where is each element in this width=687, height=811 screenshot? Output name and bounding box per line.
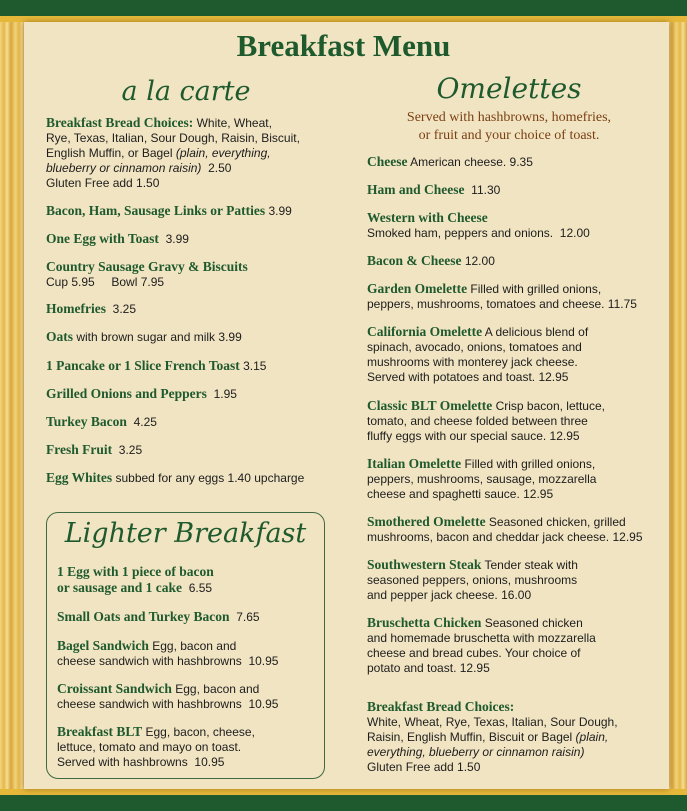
menu-item-turkey-bacon	[46, 414, 157, 430]
item-price: 3.99	[268, 204, 292, 218]
item-desc-italic: everything, blueberry or cinnamon raisin)	[367, 745, 585, 759]
item-desc: White, Wheat, Rye, Texas, Italian, Sour Dough,	[367, 715, 618, 729]
lighter-item-egg-bacon	[57, 564, 214, 596]
item-desc: and homemade bruschetta with mozzarella	[367, 631, 596, 645]
item-price: 12.00	[461, 254, 495, 268]
menu-item-homefries	[46, 301, 136, 317]
item-price: 3.25	[112, 302, 137, 316]
item-price: 4.25	[133, 415, 157, 429]
item-name: Breakfast Bread Choices:	[367, 699, 515, 714]
item-desc: peppers, mushrooms, tomatoes and cheese. 11.75	[367, 297, 637, 311]
item-name: Egg Whites	[46, 470, 113, 485]
bottom-border	[0, 789, 687, 811]
item-desc: Filled with grilled onions,	[467, 282, 602, 296]
menu-item-pancake	[46, 358, 266, 374]
item-name: Grilled Onions and Peppers	[46, 386, 207, 401]
item-desc: cheese sandwich with hashbrowns 10.95	[57, 654, 279, 668]
item-desc: tomato, and cheese folded between three	[367, 414, 588, 428]
omelette-item-cheese	[367, 154, 533, 170]
menu-item-sausage-gravy	[46, 259, 248, 290]
item-price: 3.25	[118, 443, 143, 457]
item-name: Bagel Sandwich	[57, 638, 149, 653]
item-desc: A delicious blend of	[482, 325, 589, 339]
item-desc: Smoked ham, peppers and onions. 12.00	[367, 226, 590, 240]
item-desc-italic: (plain, everything,	[175, 146, 271, 160]
item-desc: Cup 5.95 Bowl 7.95	[46, 275, 165, 289]
item-price: 11.30	[464, 183, 501, 197]
lighter-item-bagel-sandwich	[57, 638, 278, 669]
omelette-item-bruschetta-chicken	[367, 615, 596, 676]
menu-item-grilled-onions	[46, 386, 237, 402]
menu-item-oats	[46, 329, 242, 345]
item-desc: Egg, bacon and	[171, 682, 260, 696]
item-name: Small Oats and Turkey Bacon	[57, 609, 230, 624]
omelettes-heading: Omelettes	[436, 72, 582, 105]
item-desc-italic: blueberry or cinnamon raisin)	[46, 161, 202, 175]
item-name: Smothered Omelette	[367, 514, 486, 529]
item-desc: American cheese. 9.35	[407, 155, 533, 169]
item-desc: mushrooms with monterey jack cheese.	[367, 355, 578, 369]
item-price: 3.15	[243, 359, 267, 373]
omelette-item-smothered	[367, 514, 643, 545]
item-name: Oats	[46, 329, 73, 344]
item-desc: Egg, bacon, cheese,	[142, 725, 255, 739]
item-desc: seasoned peppers, onions, mushrooms	[367, 573, 578, 587]
item-desc: subbed for any eggs 1.40 upcharge	[112, 471, 305, 485]
item-desc: Raisin, English Muffin, Biscuit or Bagel	[367, 730, 576, 744]
item-desc: cheese sandwich with hashbrowns 10.95	[57, 697, 279, 711]
item-name: 1 Egg with 1 piece of bacon	[57, 564, 214, 579]
item-name: Bacon & Cheese	[367, 253, 462, 268]
item-desc: Egg, bacon and	[148, 639, 237, 653]
item-price: 1.95	[213, 387, 237, 401]
item-name: Fresh Fruit	[46, 442, 113, 457]
subheading-line: or fruit and your choice of toast.	[418, 128, 600, 143]
item-desc: Served with potatoes and toast. 12.95	[367, 370, 569, 384]
item-desc: fluffy eggs with our special sauce. 12.95	[367, 429, 580, 443]
lighter-item-oats-turkey	[57, 609, 260, 625]
menu-item-bread-choices	[46, 115, 326, 191]
item-desc: mushrooms, bacon and cheddar jack cheese. 12.95	[367, 530, 643, 544]
item-desc: Served with hashbrowns 10.95	[57, 755, 225, 769]
item-price: 2.50	[208, 161, 232, 175]
item-name: 1 Pancake or 1 Slice French Toast	[46, 358, 240, 373]
a-la-carte-heading: a la carte	[121, 76, 251, 107]
omelette-item-california	[367, 324, 588, 385]
item-desc: Seasoned chicken	[481, 616, 583, 630]
item-name: Italian Omelette	[367, 456, 462, 471]
lighter-item-croissant-sandwich	[57, 681, 278, 712]
item-name: Breakfast Bread Choices:	[46, 115, 194, 130]
item-desc: English Muffin, or Bagel	[46, 146, 176, 160]
top-border	[0, 0, 687, 22]
item-name: Turkey Bacon	[46, 414, 127, 429]
item-name: Breakfast BLT	[57, 724, 143, 739]
item-price: 3.99	[165, 232, 189, 246]
item-name: Ham and Cheese	[367, 182, 465, 197]
item-name: One Egg with Toast	[46, 231, 159, 246]
omelette-item-italian	[367, 456, 596, 502]
item-name: Cheese	[367, 154, 408, 169]
item-desc: peppers, mushrooms, sausage, mozzarella	[367, 472, 597, 486]
item-name: Bruschetta Chicken	[367, 615, 482, 630]
item-name: Country Sausage Gravy & Biscuits	[46, 259, 248, 274]
item-desc: spinach, avocado, onions, tomatoes and	[367, 340, 582, 354]
item-desc: and pepper jack cheese. 16.00	[367, 588, 532, 602]
item-price: 7.65	[236, 610, 260, 624]
omelette-item-garden	[367, 281, 637, 312]
omelette-item-ham-cheese	[367, 182, 500, 198]
lighter-item-breakfast-blt	[57, 724, 255, 770]
item-name: Homefries	[46, 301, 106, 316]
omelette-bread-choices	[367, 699, 618, 775]
item-price: 6.55	[188, 581, 213, 595]
item-desc: Gluten Free add 1.50	[46, 176, 160, 190]
omelette-item-southwestern-steak	[367, 557, 578, 603]
item-desc: Tender steak with	[481, 558, 578, 572]
item-desc: Gluten Free add 1.50	[367, 760, 481, 774]
item-name: Western with Cheese	[367, 210, 488, 225]
item-desc: lettuce, tomato and mayo on toast.	[57, 740, 242, 754]
item-desc: Seasoned chicken, grilled	[485, 515, 626, 529]
lighter-breakfast-heading: Lighter Breakfast	[64, 518, 307, 549]
omelette-item-western	[367, 210, 590, 241]
item-desc: Rye, Texas, Italian, Sour Dough, Raisin, Biscuit,	[46, 131, 300, 145]
item-name: Classic BLT Omelette	[367, 398, 493, 413]
item-desc: Filled with grilled onions,	[461, 457, 596, 471]
item-desc: potato and toast. 12.95	[367, 661, 490, 675]
omelettes-subheading	[367, 109, 651, 145]
item-name: Bacon, Ham, Sausage Links or Patties	[46, 203, 266, 218]
item-desc-italic: (plain,	[575, 730, 609, 744]
item-desc: with brown sugar and milk	[73, 330, 219, 344]
menu-title: Breakfast Menu	[236, 28, 451, 63]
subheading-line: Served with hashbrowns, homefries,	[406, 110, 612, 125]
menu-item-fresh-fruit	[46, 442, 142, 458]
item-desc: cheese and bread cubes. Your choice of	[367, 646, 581, 660]
menu-item-bacon-ham-sausage	[46, 203, 292, 219]
omelette-item-classic-blt	[367, 398, 605, 444]
item-desc: Crisp bacon, lettuce,	[492, 399, 605, 413]
item-name: California Omelette	[367, 324, 483, 339]
omelette-item-bacon-cheese	[367, 253, 495, 269]
item-name: Garden Omelette	[367, 281, 468, 296]
item-name-line2: or sausage and 1 cake	[57, 580, 183, 595]
menu-item-one-egg	[46, 231, 189, 247]
item-desc: White, Wheat,	[193, 116, 272, 130]
menu-item-egg-whites	[46, 470, 304, 486]
item-price: 3.99	[218, 330, 242, 344]
item-name: Southwestern Steak	[367, 557, 482, 572]
item-desc: cheese and spaghetti sauce. 12.95	[367, 487, 554, 501]
item-name: Croissant Sandwich	[57, 681, 172, 696]
